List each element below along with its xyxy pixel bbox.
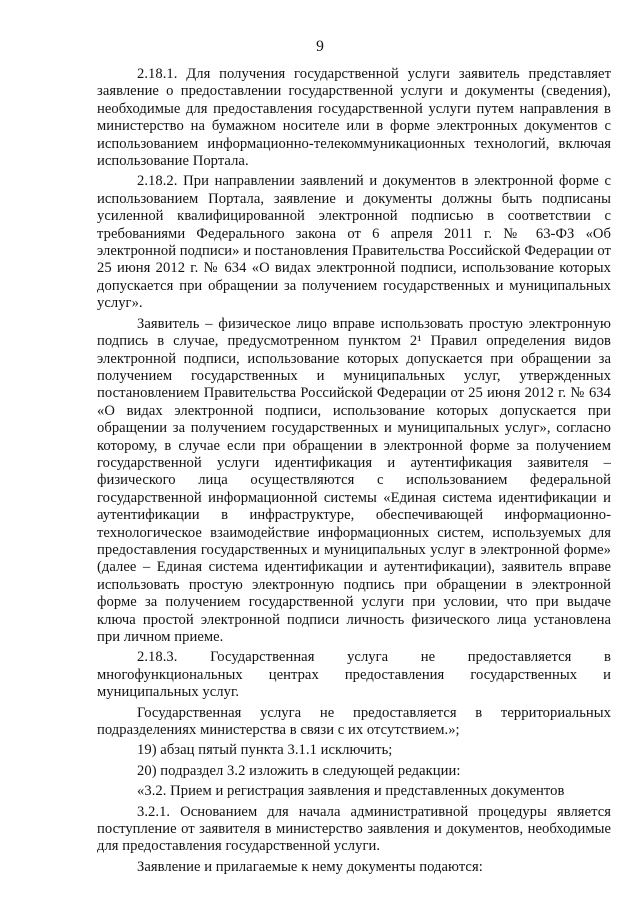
paragraph-subsection-3-2-title: «3.2. Прием и регистрация заявления и представленных документов bbox=[137, 783, 565, 800]
paragraph-territorial-units: Государственная услуга не предоставляется в территориальных подразделениях министерства в связи с их отсутствием.»; bbox=[97, 704, 611, 739]
document-body bbox=[97, 66, 611, 879]
paragraph-submission: Заявление и прилагаемые к нему документы подаются: bbox=[137, 858, 483, 875]
paragraph-simple-signature: Заявитель – физическое лицо вправе использовать простую электронную подпись в случае, предусмотренном пунктом 2¹ Правил определения видов электронной подписи, использование которых допускается при обращении за получением государственных и муниципальных услуг, утвержденных постановлением Правительства Российской Федерации от 25 июня 2012 г. № 634 «О видах электронной подписи, использование которых допускается при обращении за получением государственных и муниципальных услуг», согласно которому, в случае если при обращении в электронной форме за получением государственной услуги идентификация и аутентификация заявителя – физического лица осуществляются с использованием федеральной государственной информационной системы «Единая система идентификации и аутентификации в инфраструктуре, обеспечивающей информационно-технологическое взаимодействие информационных систем, используемых для предоставления государственных и муниципальных услуг в электронной форме» (далее – Единая система идентификации и аутентификации), заявитель вправе использовать простую электронную подпись при обращении в электронной форме за получением государственной услуги при условии, что при выдаче ключа простой электронной подписи личность физического лица установлена при личном приеме. bbox=[97, 315, 611, 645]
paragraph-item-20: 20) подраздел 3.2 изложить в следующей редакции: bbox=[137, 762, 461, 779]
paragraph-3-2-1: 3.2.1. Основанием для начала административной процедуры является поступление от заявителя в министерство заявления и документов, необходимые для предоставления государственной услуги. bbox=[97, 803, 611, 855]
paragraph-item-19: 19) абзац пятый пункта 3.1.1 исключить; bbox=[137, 742, 393, 759]
paragraph-2-18-1: 2.18.1. Для получения государственной услуги заявитель представляет заявление о предоставлении государственной услуги и документы (сведения), необходимые для предоставления государственной услуги путем направления в министерство на бумажном носителе или в форме электронных документов с использованием информационно-телекоммуникационных технологий, включая использование Портала. bbox=[97, 66, 611, 170]
paragraph-2-18-3: 2.18.3. Государственная услуга не предоставляется в многофункциональных центрах предоставления государственных и муниципальных услуг. bbox=[97, 649, 611, 701]
page-number: 9 bbox=[316, 38, 324, 55]
paragraph-2-18-2: 2.18.2. При направлении заявлений и документов в электронной форме с использованием Портала, заявление и документы должны быть подписаны усиленной квалифицированной электронной подписью в соответствии с требованиями Федерального закона от 6 апреля 2011 г. № 63-ФЗ «Об электронной подписи» и постановления Правительства Российской Федерации от 25 июня 2012 г. № 634 «О видах электронной подписи, использование которых допускается при обращении за получением государственных и муниципальных услуг». bbox=[97, 173, 611, 312]
